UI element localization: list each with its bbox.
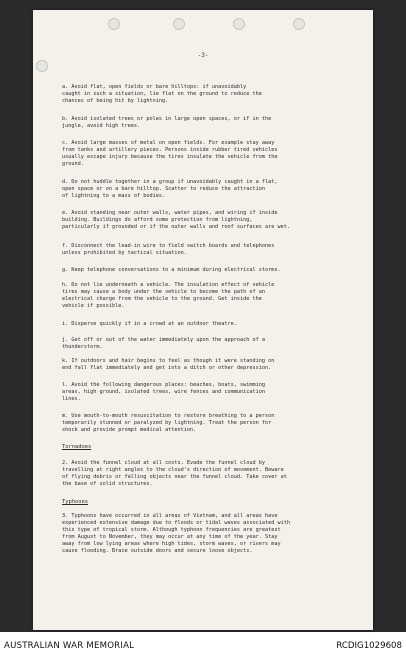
punch-hole	[293, 18, 305, 30]
archive-footer	[0, 632, 406, 654]
paragraph-typhoons: 3. Typhoons have occurred in all areas of Vietnam, and all areas have experienced extensive damage due to floods or tidal waves associated with this type of tropical storm. Although typhoon frequencies are greatest from August to November, they may occur at any time of the year. Stay away from low lying areas where high tides, storm waves, or rivers may cause flooding. Brace outside doors and secure loose objects.	[62, 513, 290, 554]
list-item: b. Avoid isolated trees or poles in large open spaces, or if in the jungle, avoid high trees.	[62, 116, 272, 129]
page-number: -3-	[197, 52, 209, 59]
list-item: c. Avoid large masses of metal on open fields. For example stay away from tanks and artillery pieces. Persons inside rubber tired vehicles usually escape injury because the tires insulate the vehicle from the ground.	[62, 140, 278, 167]
punch-hole	[36, 60, 48, 72]
punch-hole	[233, 18, 245, 30]
list-item: i. Disperse quickly if in a crowd at an outdoor theatre.	[62, 321, 237, 327]
footer-record-id: RCDIG1029608	[336, 641, 402, 651]
list-item: l. Avoid the following dangerous places: beaches, boats, swimming areas, high ground, isolated trees, wire fences and communication lines.	[62, 382, 266, 402]
list-item: k. If outdoors and hair begins to feel as though it were standing on end fall flat immediately and get into a ditch or other depression.	[62, 358, 275, 371]
list-item: d. Do not huddle together in a group if unavoidably caught in a flat, open space or on a bare hilltop. Scatter to reduce the attraction of lightning to a mass of bodies.	[62, 179, 278, 199]
punch-hole	[173, 18, 185, 30]
punch-hole	[108, 18, 120, 30]
list-item: j. Get off or out of the water immediately upon the approach of a thunderstorm.	[62, 337, 266, 350]
list-item: e. Avoid standing near outer walls, water pipes, and wiring if inside building. Buildings do afford some protection from lightning, particularly if grounded or if the outer walls and roof surfaces are wet.	[62, 210, 290, 230]
paragraph-tornadoes: 2. Avoid the funnel cloud at all costs. Evade the funnel cloud by travelling at right angles to the cloud's direction of movement. Beware of flying debris or falling objects near the funnel cloud. Take cover at the base of solid structures.	[62, 460, 287, 487]
list-item: g. Keep telephone conversations to a minimum during electrical storms.	[62, 267, 281, 273]
list-item: a. Avoid flat, open fields or bare hilltops: if unavoidably caught in such a situation, lie flat on the ground to reduce the chances of being hit by lightning.	[62, 84, 262, 104]
list-item: f. Disconnect the lead-in wire to field switch boards and telephones unless prohibited by tactical situation.	[62, 243, 275, 256]
section-heading-typhoons: Typhoons	[62, 499, 88, 505]
section-heading-tornadoes: Tornadoes	[62, 444, 92, 450]
footer-institution: AUSTRALIAN WAR MEMORIAL	[4, 641, 135, 651]
list-item: h. Do not lie underneath a vehicle. The insulation effect of vehicle tires may cause a body under the vehicle to become the path of an electrical charge from the vehicle to the ground. Get inside the vehicle if possible.	[62, 282, 275, 309]
list-item: m. Use mouth-to-mouth resuscitation to restore breathing to a person temporarily stunned or paralyzed by lightning. Treat the person for shock and provide prompt medical attention.	[62, 413, 275, 433]
